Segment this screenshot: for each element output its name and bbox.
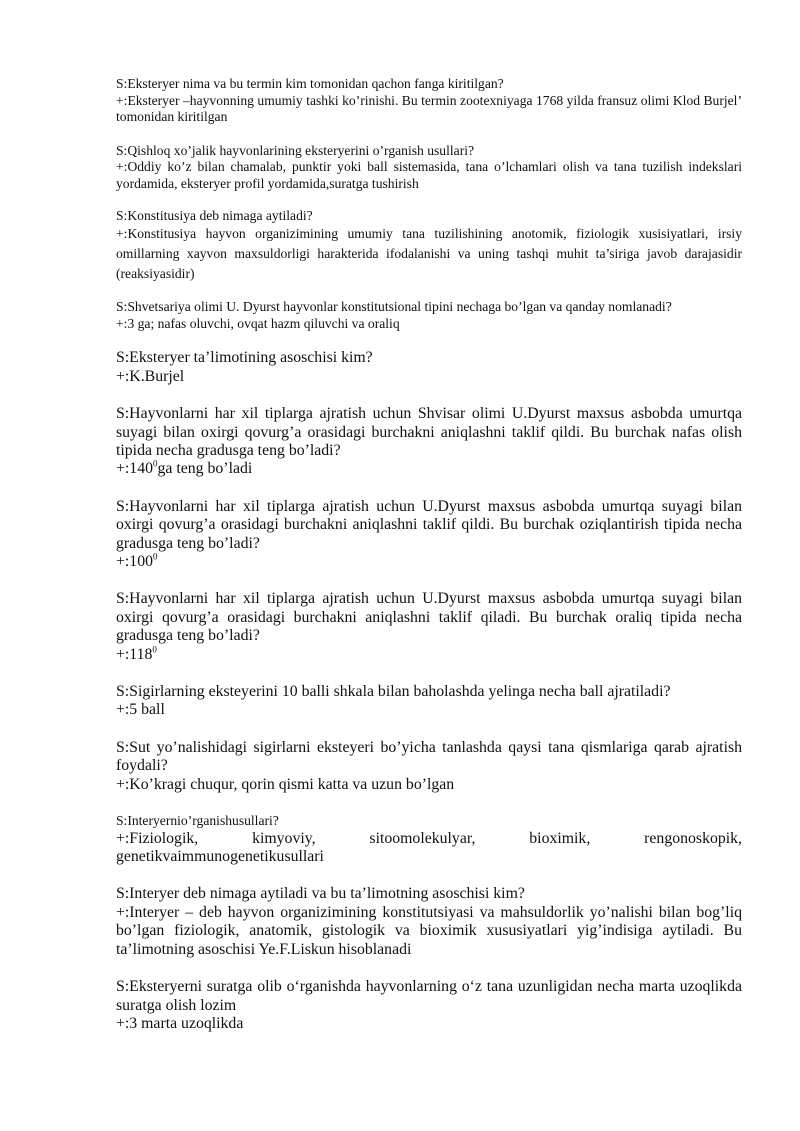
question-text: S:Sigirlarning eksteyerini 10 balli shkala bilan baholashda yelinga necha ball ajratiladi? [116,683,671,701]
question-block [116,143,742,193]
question-block [116,76,742,126]
document-body [116,76,742,1052]
answer-value: +:140 [116,460,153,478]
answer-text [116,646,742,664]
answer-suffix: ga teng bo’ladi [157,460,253,478]
answer-text [116,553,742,571]
question-text: S:Interyer deb nimaga aytiladi va bu ta’limotning asoschisi kim? [116,885,525,903]
answer-text: +:Ko’kragi chuqur, qorin qismi katta va uzun bo’lgan [116,775,455,793]
answer-value: +:100 [116,553,153,570]
question-text: S:Sut yo’nalishidagi sigirlarni eksteyeri bo’yicha tanlashda qaysi tana qismlariga qarab ajratish foydali? [116,738,742,775]
answer-text: +:Fiziologik, kimyoviy, sitoomolekulyar, bioximik, rengonoskopik, [116,829,742,847]
answer-text-continued: genetikvaimmunogenetikusullari [116,848,324,866]
answer-text: +:3 ga; nafas oluvchi, ovqat hazm qiluvchi va oraliq [116,315,400,331]
question-block [116,208,742,285]
degree-superscript: 0 [153,459,158,470]
question-block [116,299,742,332]
answer-text: +:Oddiy ko’z bilan chamalab, punktir yoki ball sistemasida, tana o’lchamlari olish va tana tuzilish indekslari yordamida, eksteryer profil yordamida,suratga tushirish [116,159,742,191]
question-block [116,683,742,720]
degree-superscript: 0 [153,551,158,562]
answer-text: +:Interyer – deb hayvon organizimining konstitutsiyasi va mahsuldorlik yo’nalishi bilan bog’liq bo’lgan fiziologik, anatomik, gistologik va bioximik xususiyatlari yig’indisiga aytiladi. Bu ta’limotning asoschisi Ye.F.Liskun hisoblanadi [116,903,742,958]
question-block [116,978,742,1033]
answer-text: +:3 marta uzoqlikda [116,1014,244,1032]
degree-superscript: 0 [152,644,157,655]
question-block [116,405,742,479]
answer-value: +:118 [116,645,153,663]
question-text: S:Eksteryerni suratga olib o‘rganishda hayvonlarning o‘z tana uzunligidan necha marta uzoqlikda suratga olish lozim [116,978,742,1014]
question-text: S:Hayvonlarni har xil tiplarga ajratish uchun Shvisar olimi U.Dyurst maxsus asbobda umurtqa suyagi bilan oxirgi qovurg’a orasidagi burchakni aniqlashni taklif qildi. Bu burchak nafas olish tipida necha gradusga teng bo’ladi? [116,405,742,459]
question-block [116,498,742,572]
question-text: S:Eksteryer nima va bu termin kim tomonidan qachon fanga kiritilgan? [116,76,504,91]
answer-text: +:Eksteryer –hayvonning umumiy tashki ko’rinishi. Bu termin zootexniyaga 1768 yilda fransuz olimi Klod Burjel’ tomonidan kiritilgan [116,92,742,125]
question-block [116,885,742,959]
question-block [116,349,742,386]
question-block [116,739,742,794]
answer-text: +:Konstitusiya hayvon organizimining umumiy tana tuzilishining anotomik, fiziologik xusisiyatlari, irsiy omillarning xayvon maxsuldorligi harakterida ifodalanishi va uning tashqi muhit ta’siriga javob darajasidir (reaksiyasidir) [116,226,742,282]
question-block [116,813,742,866]
question-text: S:Interyernio’rganishusullari? [116,813,279,829]
question-text: S:Hayvonlarni har xil tiplarga ajratish uchun U.Dyurst maxsus asbobda umurtqa suyagi bilan oxirgi qovurg’a orasidagi burchakni aniqlashni taklif qildi. Bu burchak oziqlantirish tipida necha gradusga teng bo’ladi? [116,497,742,552]
question-text: S:Shvetsariya olimi U. Dyurst hayvonlar konstitutsional tipini nechaga bo’lgan va qanday nomlanadi? [116,299,672,315]
question-text: S:Eksteryer ta’limotining asoschisi kim? [116,349,373,367]
question-text: S:Konstitusiya deb nimaga aytiladi? [116,207,313,223]
answer-text [116,460,742,478]
answer-text: +:5 ball [116,701,165,719]
question-block [116,590,742,664]
answer-text: +:K.Burjel [116,367,185,385]
question-text: S:Qishloq xo’jalik hayvonlarining eksteryerini o’rganish usullari? [116,142,475,158]
question-text: S:Hayvonlarni har xil tiplarga ajratish uchun U.Dyurst maxsus asbobda umurtqa suyagi bilan oxirgi qovurg’a orasidagi burchakni aniqlashni taklif qiladi. Bu burchak oraliq tipida necha gradusga teng bo’ladi? [116,590,742,645]
